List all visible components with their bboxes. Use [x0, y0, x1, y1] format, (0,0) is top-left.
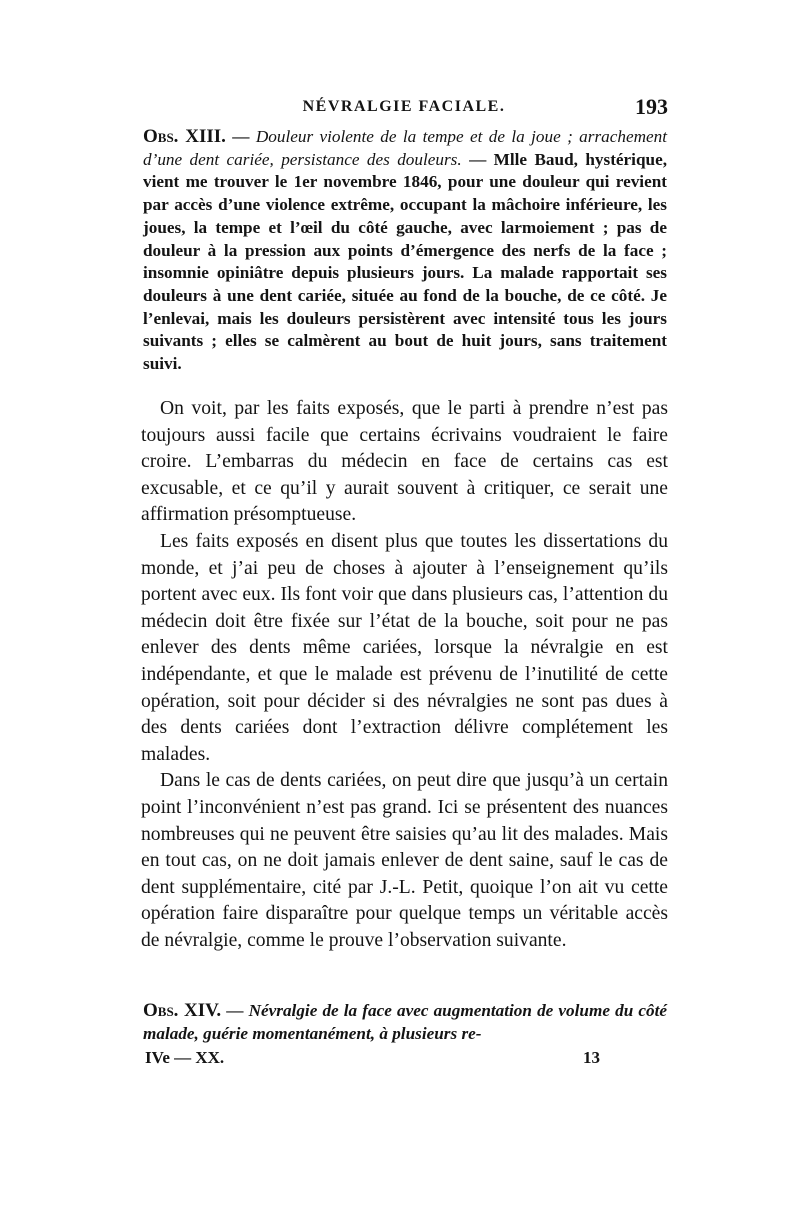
page-number: 193 — [635, 94, 668, 119]
running-head — [140, 94, 668, 128]
paragraph-3: Dans le cas de dents cariées, on peut dire que jusqu’à un certain point l’inconvénient n’est pas grand. Ici se présentent des nuances nombreuses qui ne peuvent être saisies qu’au lit des malades. Mais en tout cas, on ne doit jamais enlever de dent saine, sauf le cas de dent supplémentaire, cité par J.-L. Petit, quoique l’on ait vu cette opération faire disparaître pour quelque temps un véritable accès de névralgie, comme le prouve l’observation suivante. — [141, 770, 668, 951]
observation-dash: — — [225, 127, 256, 146]
observation-dash: — — [221, 1001, 249, 1020]
observation-label: Obs. XIII. — [143, 126, 226, 147]
observation-text: — Mlle Baud, hystérique, vient me trouver le 1er novembre 1846, pour une douleur qui revient par accès d’une violence extrême, occupant la mâchoire inférieure, les joues, la tempe et l’œil du côté gauche, avec larmoiement ; pas de douleur à la pression aux points d’émergence des nerfs de la face ; insomnie opiniâtre depuis plusieurs jours. La malade rapportait ses douleurs à une dent cariée, située au fond de la bouche, de ce côté. Je l’enlevai, mais les douleurs persistèrent avec intensité tous les jours suivants ; elles se calmèrent au bout de huit jours, sans traitement suivi. — [143, 149, 667, 374]
running-head-title: NÉVRALGIE FACIALE. — [302, 98, 506, 115]
observation-label: Obs. XIV. — [143, 1000, 222, 1021]
observation-xiii — [143, 126, 667, 376]
signature-mark: IVe — XX. — [145, 1048, 225, 1067]
body-text — [141, 396, 668, 954]
folio-number: 13 — [583, 1048, 600, 1067]
paragraph-1: On voit, par les faits exposés, que le parti à prendre n’est pas toujours aussi facile que certains écrivains voudraient le faire croire. L’embarras du médecin en face de certains cas est excusable, et ce qu’il y aurait souvent à critiquer, ce serait une affirmation présomptueuse. — [141, 398, 668, 526]
observation-title: Douleur violente de la tempe et de la joue ; arrachement d’une dent cariée, persistance des douleurs. — [143, 127, 668, 169]
paragraph-2: Les faits exposés en disent plus que toutes les dissertations du monde, et j’ai peu de choses à ajouter à l’enseignement qu’ils portent avec eux. Ils font voir que dans plusieurs cas, l’attention du médecin doit être fixée sur l’état de la bouche, soit pour ne pas enlever des dents même cariées, lorsque la névralgie en est indépendante, et que le malade est prévenu de l’inutilité de cette opération, soit pour décider si des névralgies ne sont pas dues à des dents cariées dont l’extraction délivre complétement les malades. — [141, 530, 668, 765]
observation-title: Névralgie de la face avec augmentation de volume du côté malade, guérie momentanément, à plusieurs re- — [143, 1001, 667, 1043]
observation-xiv — [143, 1000, 667, 1045]
page-footer — [145, 1048, 600, 1076]
